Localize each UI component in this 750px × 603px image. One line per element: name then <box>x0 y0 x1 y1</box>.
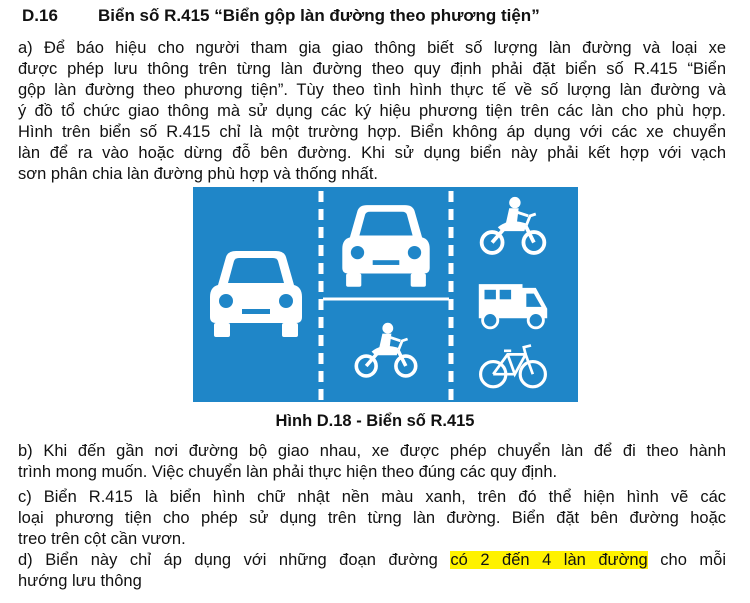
paragraph-line: hướng lưu thông <box>18 572 142 590</box>
paragraph-a <box>18 38 726 185</box>
paragraph-c <box>18 487 726 550</box>
paragraph-line: loại phương tiện cho phép sử dụng trên từng làn đường. Biển đặt bên đường hoặc <box>18 509 726 527</box>
paragraph-b <box>18 441 726 483</box>
paragraph-line: trình mong muốn. Việc chuyển làn phải thực hiện theo đúng các quy định. <box>18 463 558 481</box>
section-number: D.16 <box>22 6 58 25</box>
highlighted-text: có 2 đến 4 làn đường <box>450 551 648 569</box>
paragraph-line: treo trên cột cần vươn. <box>18 530 186 548</box>
paragraph-line: Hình trên biển số R.415 chỉ là một trường hợp. Biển không áp dụng với các xe chuyển <box>18 123 726 141</box>
paragraph-d-before: d) Biển này chỉ áp dụng với những đoạn đường <box>18 551 451 569</box>
paragraph-d <box>18 550 726 592</box>
paragraph-line: sơn phân chia làn đường phù hợp và thống nhất. <box>18 165 379 183</box>
paragraph-d-after: cho mỗi <box>647 551 727 569</box>
paragraph-line: gộp làn đường theo phương tiện”. Tùy theo tình hình thực tế về số lượng làn đường và <box>18 81 726 99</box>
paragraph-line: a) Để báo hiệu cho người tham gia giao thông biết số lượng làn đường và loại xe <box>18 39 726 57</box>
paragraph-line <box>18 550 726 571</box>
section-title: Biển số R.415 “Biển gộp làn đường theo phương tiện” <box>98 6 540 25</box>
section-heading <box>22 6 540 26</box>
paragraph-line: b) Khi đến gần nơi đường bộ giao nhau, xe được phép chuyển làn để đi theo hành <box>18 442 726 460</box>
figure-caption: Hình D.18 - Biển số R.415 <box>275 412 475 430</box>
paragraph-line: ý đồ tổ chức giao thông mà sử dụng các ký hiệu phương tiện trên các làn cho phù hợp. <box>18 102 726 120</box>
paragraph-line: c) Biển R.415 là biển hình chữ nhật nền màu xanh, trên đó thể hiện hình vẽ các <box>18 488 726 506</box>
r415-lane-sign <box>193 187 578 402</box>
paragraph-line: làn để ra vào hoặc dừng đỗ bên đường. Khi sử dụng biển này phải kết hợp với vạch <box>18 144 726 162</box>
paragraph-line: được phép lưu thông trên từng làn đường theo quy định phải đặt biển số R.415 “Biển <box>18 60 726 78</box>
